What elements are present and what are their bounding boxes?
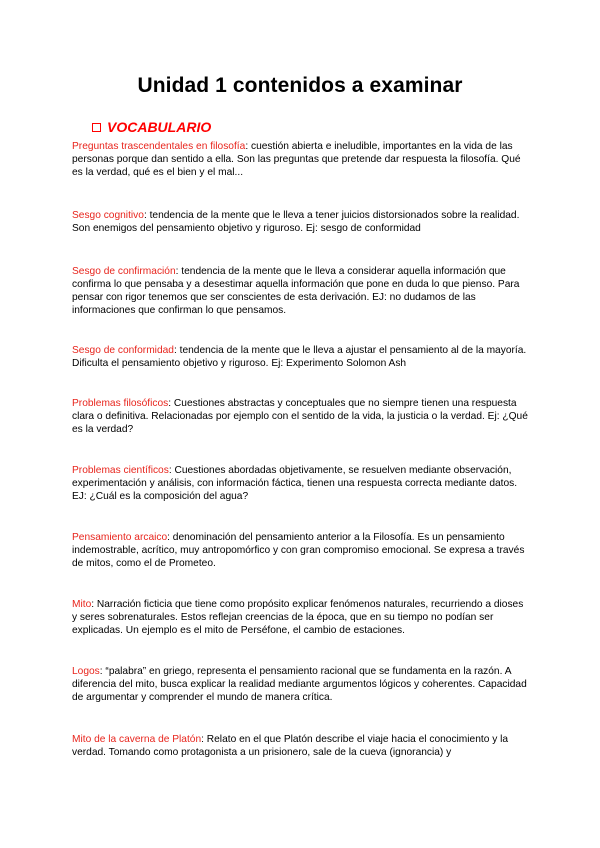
section-heading-label: VOCABULARIO <box>107 119 212 135</box>
vocab-definition: : cuestión abierta e ineludible, importantes en la vida de las personas porque dan sentido a ella. Son las preguntas que pretende dar respuesta la filosofía. Qué es la verdad, qué es el bien y el mal... <box>72 141 521 178</box>
vocab-term: Sesgo cognitivo <box>72 210 144 221</box>
vocab-definition: : Cuestiones abordadas objetivamente, se resuelven mediante observación, experimentación y análisis, con información fáctica, tienen una respuesta correcta mediante datos. EJ: ¿Cuál es la composición del agua? <box>72 465 518 502</box>
vocab-entry-sesgo-conformidad <box>72 344 530 370</box>
vocab-entry-mito-caverna-platon <box>72 733 530 759</box>
vocab-entry-logos <box>72 665 530 704</box>
vocab-term: Logos <box>72 666 100 677</box>
vocab-entry-mito <box>72 598 530 637</box>
vocab-term: Preguntas trascendentales en filosofía <box>72 141 246 152</box>
vocab-entry-preguntas-trascendentales <box>72 140 530 179</box>
vocab-term: Mito <box>72 599 92 610</box>
vocab-definition: : denominación del pensamiento anterior a la Filosofía. Es un pensamiento indemostrable, acrítico, muy antropomórfico y con gran compromiso emocional. Se expresa a través de mitos, como el de Prometeo. <box>72 532 525 569</box>
vocab-entry-sesgo-confirmacion <box>72 265 530 317</box>
document-title: Unidad 1 contenidos a examinar <box>137 74 463 97</box>
vocab-entry-pensamiento-arcaico <box>72 531 530 570</box>
vocab-definition: : tendencia de la mente que le lleva a considerar aquella información que confirma lo que pensaba y a desestimar aquella información que pone en duda lo que pienso. Para pensar con rigor tenemos que ser conscientes de esta derivación. EJ: no dudamos de las informaciones que confirman lo que pensamos. <box>72 266 520 316</box>
vocab-entry-problemas-filosoficos <box>72 397 530 436</box>
vocab-term: Mito de la caverna de Platón <box>72 734 202 745</box>
vocab-term: Sesgo de conformidad <box>72 345 174 356</box>
vocab-definition: : tendencia de la mente que le lleva a ajustar el pensamiento al de la mayoría. Dificulta el pensamiento objetivo y riguroso. Ej: Experimento Solomon Ash <box>72 345 527 369</box>
vocab-definition: : Relato en el que Platón describe el viaje hacia el conocimiento y la verdad. Tomando como protagonista a un prisionero, sale de la cueva (ignorancia) y <box>72 734 509 758</box>
vocab-definition: : Cuestiones abstractas y conceptuales que no siempre tienen una respuesta clara o definitiva. Relacionadas por ejemplo con el sentido de la vida, la justicia o la verdad. Ej: ¿Qué es la verdad? <box>72 398 528 435</box>
vocab-term: Problemas filosóficos <box>72 398 169 409</box>
empty-square-icon <box>92 123 101 132</box>
vocab-definition: : tendencia de la mente que le lleva a tener juicios distorsionados sobre la realidad. Son enemigos del pensamiento objetivo y riguroso. Ej: sesgo de conformidad <box>72 210 520 234</box>
vocab-term: Sesgo de confirmación <box>72 266 176 277</box>
section-heading-vocabulario <box>92 118 211 136</box>
vocab-term: Pensamiento arcaico <box>72 532 168 543</box>
vocab-definition: : Narración ficticia que tiene como propósito explicar fenómenos naturales, recurriendo a dioses y seres sobrenaturales. Estos reflejan creencias de la época, que en su tiempo no podían ser explicadas. Un ejemplo es el mito de Perséfone, el cambio de estaciones. <box>72 599 524 636</box>
vocab-entry-sesgo-cognitivo <box>72 209 530 235</box>
vocab-definition: : “palabra” en griego, representa el pensamiento racional que se fundamenta en la razón. A diferencia del mito, busca explicar la realidad mediante argumentos lógicos y coherentes. Capacidad de argumentar y comprender el mundo de manera crítica. <box>72 666 527 703</box>
vocab-entry-problemas-cientificos <box>72 464 530 503</box>
vocab-term: Problemas científicos <box>72 465 169 476</box>
